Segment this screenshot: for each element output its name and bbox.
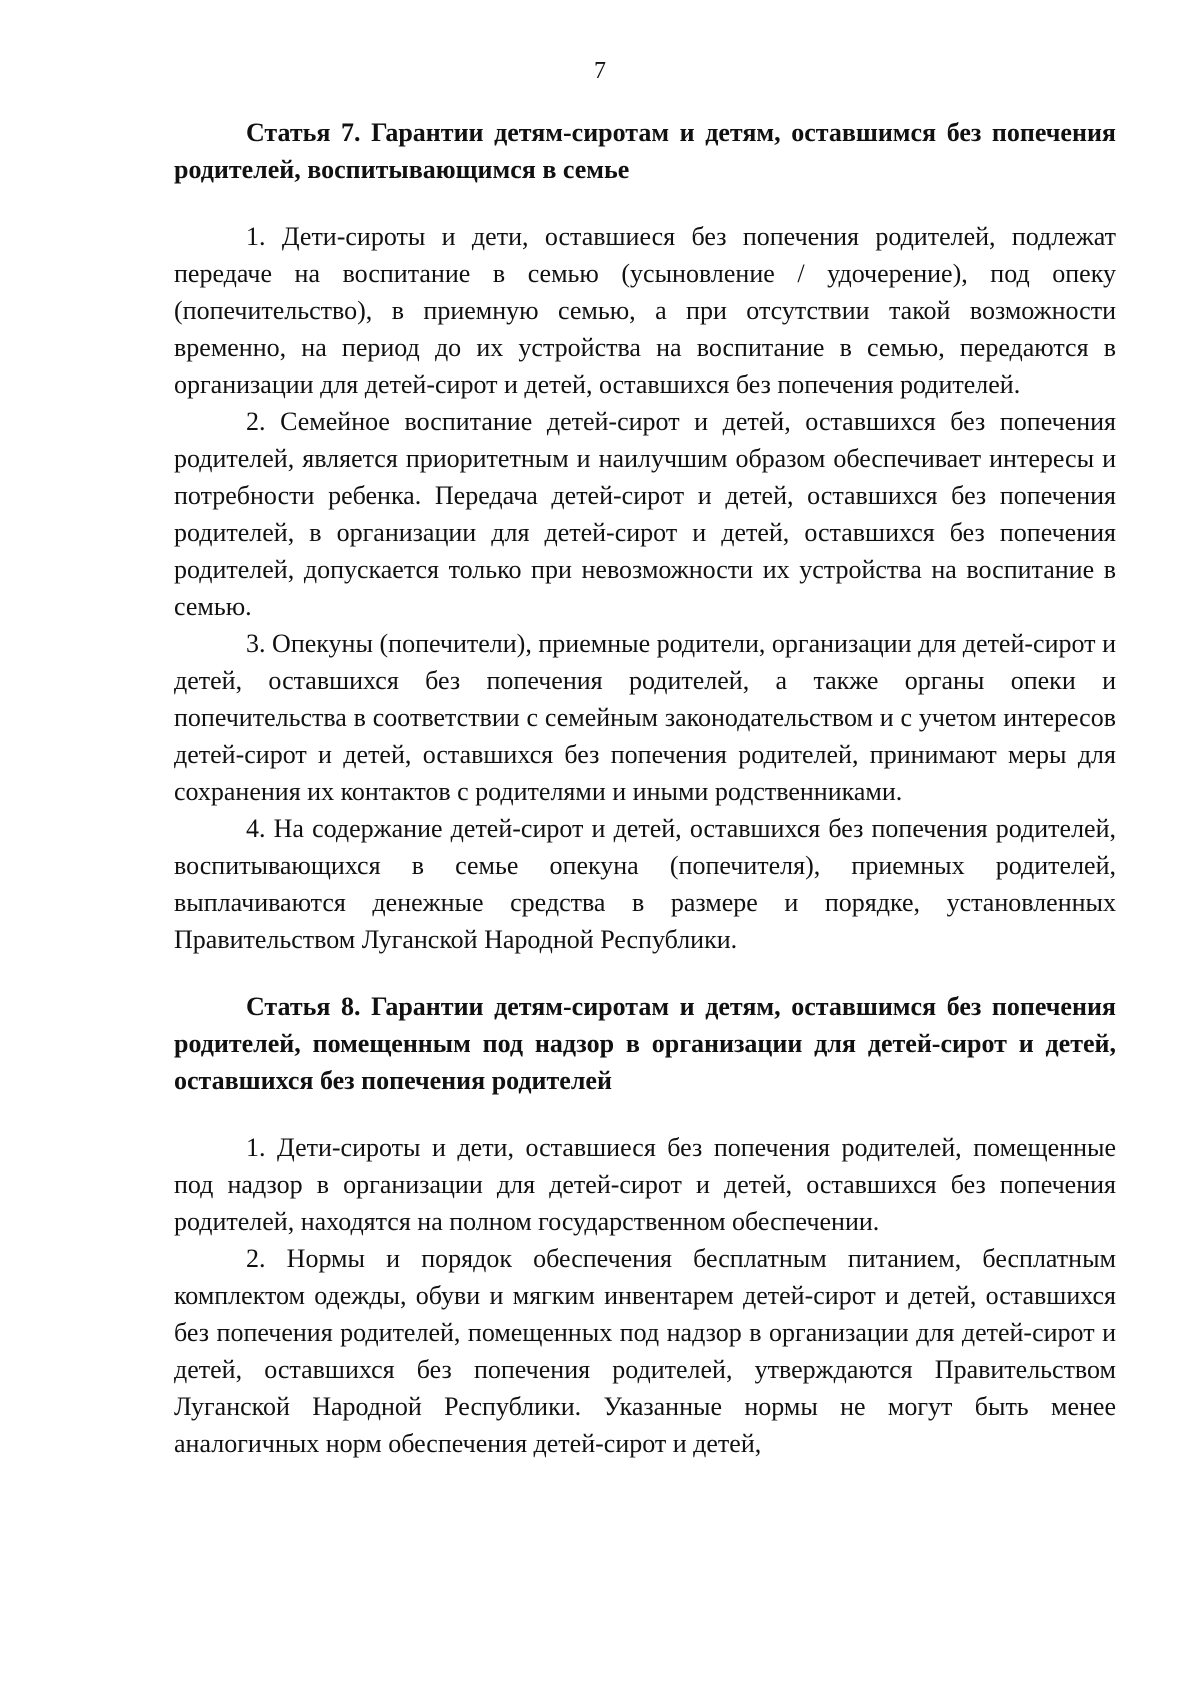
spacer <box>174 1099 1116 1129</box>
article-8-title: Гарантии детям-сиротам и детям, оставшимся без попечения родителей, помещенным под надзор в организации для детей-сирот и детей, оставшихся без попечения родителей <box>174 992 1116 1095</box>
document-body <box>174 114 1116 1462</box>
article-7-paragraph-1: 1. Дети-сироты и дети, оставшиеся без попечения родителей, подлежат передаче на воспитание в семью (усыновление / удочерение), под опеку (попечительство), в приемную семью, а при отсутствии такой возможности временно, на период до их устройства на воспитание в семью, передаются в организации для детей-сирот и детей, оставшихся без попечения родителей. <box>174 222 1116 399</box>
article-8-paragraph-2: 2. Нормы и порядок обеспечения бесплатным питанием, бесплатным комплектом одежды, обуви и мягким инвентарем детей-сирот и детей, оставшихся без попечения родителей, помещенных под надзор в организации для детей-сирот и детей, оставшихся без попечения родителей, утверждаются Правительством Луганской Народной Республики. Указанные нормы не могут быть менее аналогичных норм обеспечения детей-сирот и детей, <box>174 1244 1116 1458</box>
article-8-heading <box>174 988 1116 1099</box>
article-7-paragraph-4: 4. На содержание детей-сирот и детей, оставшихся без попечения родителей, воспитывающихся в семье опекуна (попечителя), приемных родителей, выплачиваются денежные средства в размере и порядке, установленных Правительством Луганской Народной Республики. <box>174 814 1116 954</box>
article-8-number: Статья 8. <box>246 992 361 1021</box>
article-8-paragraph-1: 1. Дети-сироты и дети, оставшиеся без попечения родителей, помещенные под надзор в организации для детей-сирот и детей, оставшихся без попечения родителей, находятся на полном государственном обеспечении. <box>174 1133 1116 1236</box>
spacer <box>174 188 1116 218</box>
article-7-paragraph-2: 2. Семейное воспитание детей-сирот и детей, оставшихся без попечения родителей, является приоритетным и наилучшим образом обеспечивает интересы и потребности ребенка. Передача детей-сирот и детей, оставшихся без попечения родителей, в организации для детей-сирот и детей, оставшихся без попечения родителей, допускается только при невозможности их устройства на воспитание в семью. <box>174 407 1116 621</box>
article-7-number: Статья 7. <box>246 118 361 147</box>
article-7-heading <box>174 114 1116 188</box>
page-number: 7 <box>594 58 606 84</box>
article-7-paragraph-3: 3. Опекуны (попечители), приемные родители, организации для детей-сирот и детей, оставшихся без попечения родителей, а также органы опеки и попечительства в соответствии с семейным законодательством и с учетом интересов детей-сирот и детей, оставшихся без попечения родителей, принимают меры для сохранения их контактов с родителями и иными родственниками. <box>174 629 1116 806</box>
article-7-title: Гарантии детям-сиротам и детям, оставшимся без попечения родителей, воспитывающимся в семье <box>174 118 1116 184</box>
spacer <box>174 958 1116 988</box>
